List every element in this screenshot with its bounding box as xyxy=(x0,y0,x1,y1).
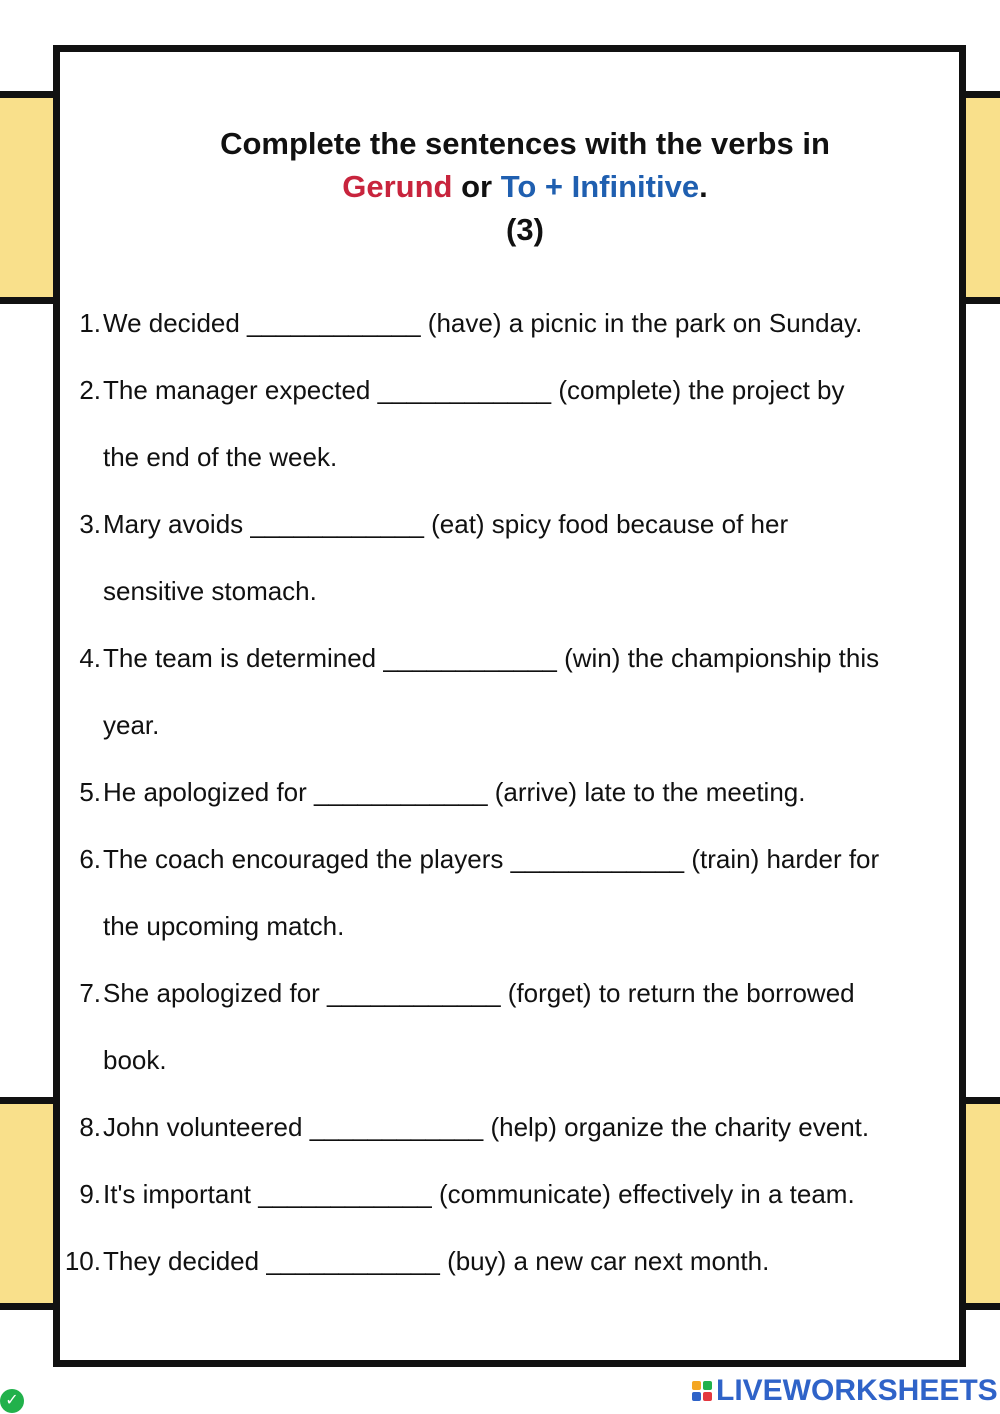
item-number: 2. xyxy=(79,375,101,405)
item-number: 4. xyxy=(79,643,101,673)
or-label: or xyxy=(452,169,501,204)
item-text: We decided ____________ (have) a picnic in the park on Sunday. xyxy=(103,308,863,338)
gerund-label: Gerund xyxy=(342,169,453,204)
item-text-continued: the end of the week. xyxy=(103,442,338,472)
exercise-item-9 xyxy=(0,1161,1000,1228)
item-number: 8. xyxy=(79,1112,101,1142)
item-text: They decided ____________ (buy) a new car next month. xyxy=(103,1246,770,1276)
item-text: The coach encouraged the players ____________ (train) harder for xyxy=(103,844,880,874)
item-text: The team is determined ____________ (win) the championship this xyxy=(103,643,880,673)
item-text: She apologized for ____________ (forget) to return the borrowed xyxy=(103,978,855,1008)
exercise-item-3 xyxy=(0,491,1000,625)
check-circle-icon[interactable]: ✓ xyxy=(0,1389,24,1413)
item-number: 3. xyxy=(79,509,101,539)
item-number: 1. xyxy=(79,308,101,338)
exercise-item-6 xyxy=(0,826,1000,960)
item-number: 5. xyxy=(79,777,101,807)
worksheet-title xyxy=(0,122,1000,251)
item-text-continued: sensitive stomach. xyxy=(103,576,317,606)
liveworksheets-brand[interactable] xyxy=(692,1374,998,1408)
exercise-item-4 xyxy=(0,625,1000,759)
exercise-item-5 xyxy=(0,759,1000,826)
title-period: . xyxy=(699,169,708,204)
item-text: It's important ____________ (communicate) effectively in a team. xyxy=(103,1179,855,1209)
item-text-continued: the upcoming match. xyxy=(103,911,345,941)
exercise-item-2 xyxy=(0,357,1000,491)
exercise-item-8 xyxy=(0,1094,1000,1161)
exercise-item-7 xyxy=(0,960,1000,1094)
item-text: He apologized for ____________ (arrive) late to the meeting. xyxy=(103,777,806,807)
item-number: 6. xyxy=(79,844,101,874)
item-text: Mary avoids ____________ (eat) spicy food because of her xyxy=(103,509,789,539)
item-number: 9. xyxy=(79,1179,101,1209)
title-line-1: Complete the sentences with the verbs in xyxy=(220,126,830,161)
brand-name: LIVEWORKSHEETS xyxy=(716,1374,998,1407)
exercise-item-1 xyxy=(0,290,1000,357)
item-number: 7. xyxy=(79,978,101,1008)
item-text: The manager expected ____________ (complete) the project by xyxy=(103,375,845,405)
liveworksheets-logo-icon xyxy=(692,1381,712,1401)
item-text: John volunteered ____________ (help) organize the charity event. xyxy=(103,1112,870,1142)
item-text-continued: book. xyxy=(103,1045,167,1075)
exercise-list xyxy=(0,290,1000,1295)
infinitive-label: To + Infinitive xyxy=(500,169,700,204)
item-number: 10. xyxy=(64,1246,101,1276)
title-line-2 xyxy=(0,165,1000,208)
worksheet-number: (3) xyxy=(506,212,544,247)
item-text-continued: year. xyxy=(103,710,160,740)
exercise-item-10 xyxy=(0,1228,1000,1295)
